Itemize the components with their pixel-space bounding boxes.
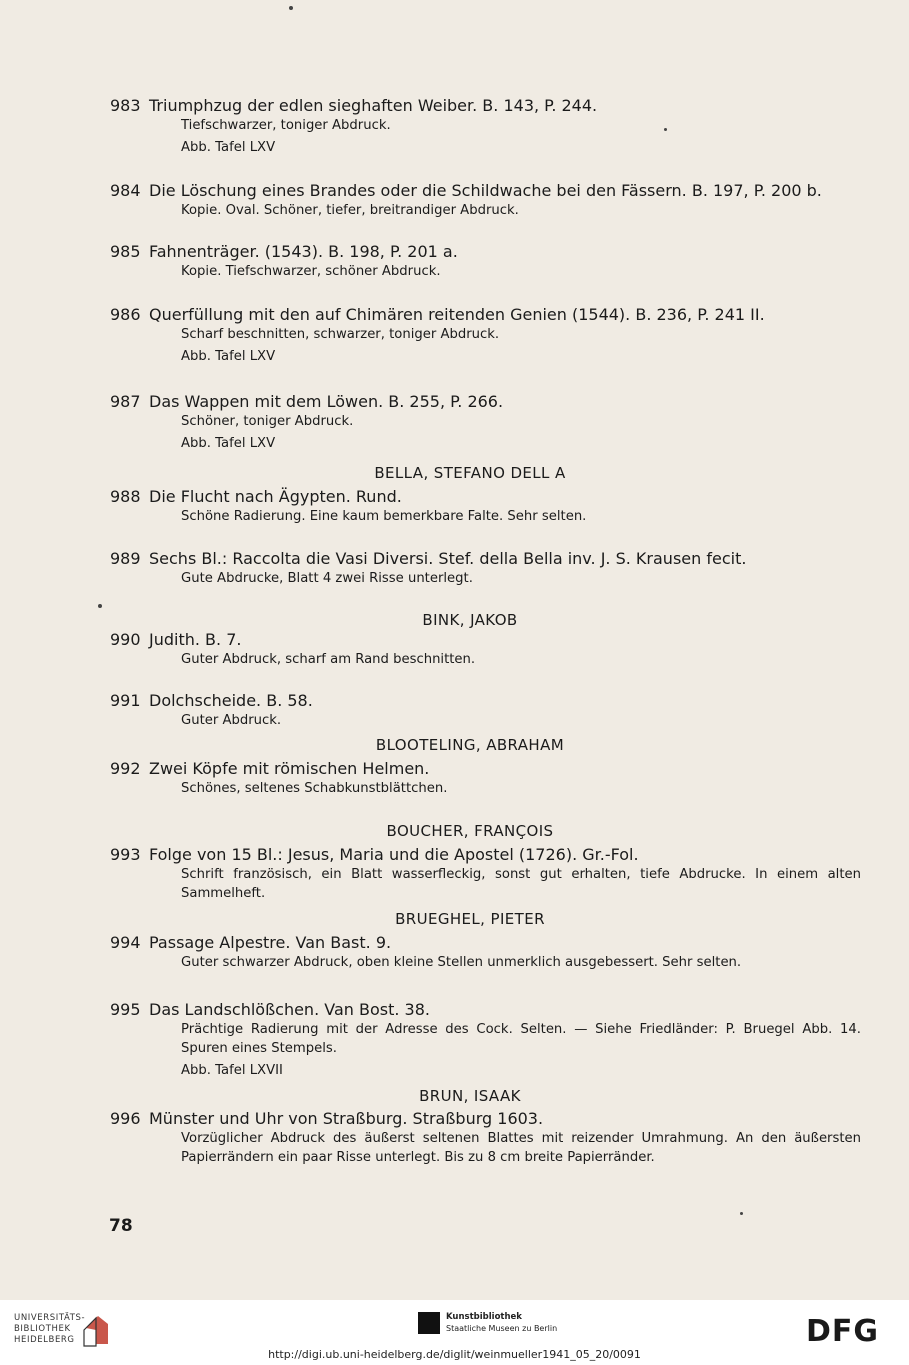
catalog-entry-993: [110, 845, 870, 903]
entry-title-text: Dolchscheide. B. 58.: [149, 691, 313, 710]
entry-title: [110, 845, 870, 865]
entry-number: 994: [110, 933, 141, 952]
dfg-logo[interactable]: DFG: [806, 1314, 880, 1349]
entry-title: [110, 242, 870, 262]
university-line: BIBLIOTHEK: [14, 1324, 71, 1334]
entry-description: Gute Abdrucke, Blatt 4 zwei Risse unterlegt.: [181, 571, 473, 586]
entry-plate-reference: Abb. Tafel LXV: [181, 436, 276, 451]
entry-description: Guter schwarzer Abdruck, oben kleine Stellen unmerklich ausgebessert. Sehr selten.: [181, 955, 742, 970]
artist-heading-blooteling: BLOOTELING, ABRAHAM: [375, 736, 565, 754]
kunstbibliothek-logo-text[interactable]: [446, 1311, 557, 1334]
entry-title: [110, 630, 870, 650]
university-library-logo-icon: [80, 1310, 112, 1350]
entry-title-text: Fahnenträger. (1543). B. 198, P. 201 a.: [149, 242, 458, 261]
catalog-entry-986: [110, 305, 870, 366]
entry-number: 983: [110, 96, 141, 115]
entry-title-text: Das Wappen mit dem Löwen. B. 255, P. 266.: [149, 392, 504, 411]
university-library-logo-text[interactable]: [14, 1313, 85, 1346]
university-line: UNIVERSITÄTS-: [14, 1313, 86, 1323]
entry-number: 989: [110, 549, 141, 568]
entry-description: Schönes, seltenes Schabkunstblättchen.: [181, 781, 448, 796]
entry-title-text: Passage Alpestre. Van Bast. 9.: [149, 933, 392, 952]
catalog-entry-988: [110, 487, 870, 526]
entry-description: Kopie. Tiefschwarzer, schöner Abdruck.: [181, 264, 441, 279]
catalog-entry-985: [110, 242, 870, 281]
artist-heading-boucher: BOUCHER, FRANÇOIS: [386, 822, 554, 840]
entry-title-text: Die Flucht nach Ägypten. Rund.: [149, 487, 402, 506]
entry-title-text: Münster und Uhr von Straßburg. Straßburg 1603.: [149, 1109, 544, 1128]
catalog-entry-987: [110, 392, 870, 453]
artist-heading-bink: BINK, JAKOB: [422, 611, 518, 629]
entry-title: [110, 1109, 870, 1129]
entry-title-text: Folge von 15 Bl.: Jesus, Maria und die Apostel (1726). Gr.-Fol.: [149, 845, 639, 864]
entry-number: 993: [110, 845, 141, 864]
entry-title: [110, 392, 870, 412]
entry-title-text: Sechs Bl.: Raccolta die Vasi Diversi. Stef. della Bella inv. J. S. Krausen fecit.: [149, 549, 747, 568]
entry-description: Schrift französisch, ein Blatt wasserfleckig, sonst gut erhalten, tiefe Abdrucke. In einem alten Sammelheft.: [181, 867, 861, 901]
entry-title-text: Triumphzug der edlen sieghaften Weiber. B. 143, P. 244.: [149, 96, 598, 115]
entry-description: Scharf beschnitten, schwarzer, toniger Abdruck.: [181, 327, 500, 342]
speck-mark: [740, 1212, 743, 1215]
artist-heading-bella: BELLA, STEFANO DELL A: [374, 464, 566, 482]
catalog-entry-994: [110, 933, 870, 972]
entry-title: [110, 1000, 870, 1020]
catalog-entry-992: [110, 759, 870, 798]
university-line: HEIDELBERG: [14, 1335, 75, 1345]
entry-number: 996: [110, 1109, 141, 1128]
entry-title: [110, 181, 870, 201]
kb-title: Kunstbibliothek: [446, 1312, 522, 1322]
entry-title: [110, 759, 870, 779]
entry-number: 987: [110, 392, 141, 411]
catalog-entry-991: [110, 691, 870, 730]
entry-description: Tiefschwarzer, toniger Abdruck.: [181, 118, 391, 133]
entry-plate-reference: Abb. Tafel LXV: [181, 349, 276, 364]
entry-description: Vorzüglicher Abdruck des äußerst seltenen Blattes mit reizender Umrahmung. An den äußersten Papierrändern ein paar Risse unterlegt. Bis zu 8 cm breite Papierränder.: [181, 1131, 861, 1165]
entry-title: [110, 96, 870, 116]
kb-subtitle: Staatliche Museen zu Berlin: [446, 1324, 558, 1333]
catalog-entry-995: [110, 1000, 870, 1080]
page-url[interactable]: http://digi.ub.uni-heidelberg.de/diglit/weinmueller1941_05_20/0091: [268, 1348, 641, 1361]
catalog-entry-983: [110, 96, 870, 157]
catalog-entry-984: [110, 181, 870, 220]
speck-mark: [289, 6, 293, 10]
entry-title: [110, 487, 870, 507]
entry-number: 995: [110, 1000, 141, 1019]
entry-title-text: Zwei Köpfe mit römischen Helmen.: [149, 759, 430, 778]
artist-heading-brun: BRUN, ISAAK: [419, 1087, 521, 1105]
entry-title: [110, 691, 870, 711]
entry-title-text: Die Löschung eines Brandes oder die Schildwache bei den Fässern. B. 197, P. 200 b.: [149, 181, 822, 200]
entry-plate-reference: Abb. Tafel LXVII: [181, 1063, 283, 1078]
entry-number: 988: [110, 487, 141, 506]
entry-title: [110, 933, 870, 953]
catalog-entry-996: [110, 1109, 870, 1167]
entry-title-text: Judith. B. 7.: [149, 630, 242, 649]
entry-number: 985: [110, 242, 141, 261]
entry-number: 984: [110, 181, 141, 200]
entry-description: Schöne Radierung. Eine kaum bemerkbare Falte. Sehr selten.: [181, 509, 587, 524]
catalog-entry-990: [110, 630, 870, 669]
entry-description: Schöner, toniger Abdruck.: [181, 414, 354, 429]
entry-description: Prächtige Radierung mit der Adresse des Cock. Selten. — Siehe Friedländer: P. Bruegel Abb. 14. Spuren eines Stempels.: [181, 1022, 861, 1056]
entry-title: [110, 305, 870, 325]
entry-title-text: Das Landschlößchen. Van Bost. 38.: [149, 1000, 430, 1019]
entry-number: 991: [110, 691, 141, 710]
entry-title: [110, 549, 870, 569]
catalog-entry-989: [110, 549, 870, 588]
entry-number: 992: [110, 759, 141, 778]
kunstbibliothek-logo-icon: [418, 1312, 440, 1334]
entry-description: Guter Abdruck.: [181, 713, 282, 728]
entry-title-text: Querfüllung mit den auf Chimären reitenden Genien (1544). B. 236, P. 241 II.: [149, 305, 765, 324]
entry-plate-reference: Abb. Tafel LXV: [181, 140, 276, 155]
entry-description: Kopie. Oval. Schöner, tiefer, breitrandiger Abdruck.: [181, 203, 519, 218]
artist-heading-brueghel: BRUEGHEL, PIETER: [395, 910, 545, 928]
entry-number: 986: [110, 305, 141, 324]
entry-description: Guter Abdruck, scharf am Rand beschnitten.: [181, 652, 476, 667]
speck-mark: [664, 128, 667, 131]
entry-number: 990: [110, 630, 141, 649]
speck-mark: [98, 604, 102, 608]
page-number: 78: [109, 1216, 133, 1236]
